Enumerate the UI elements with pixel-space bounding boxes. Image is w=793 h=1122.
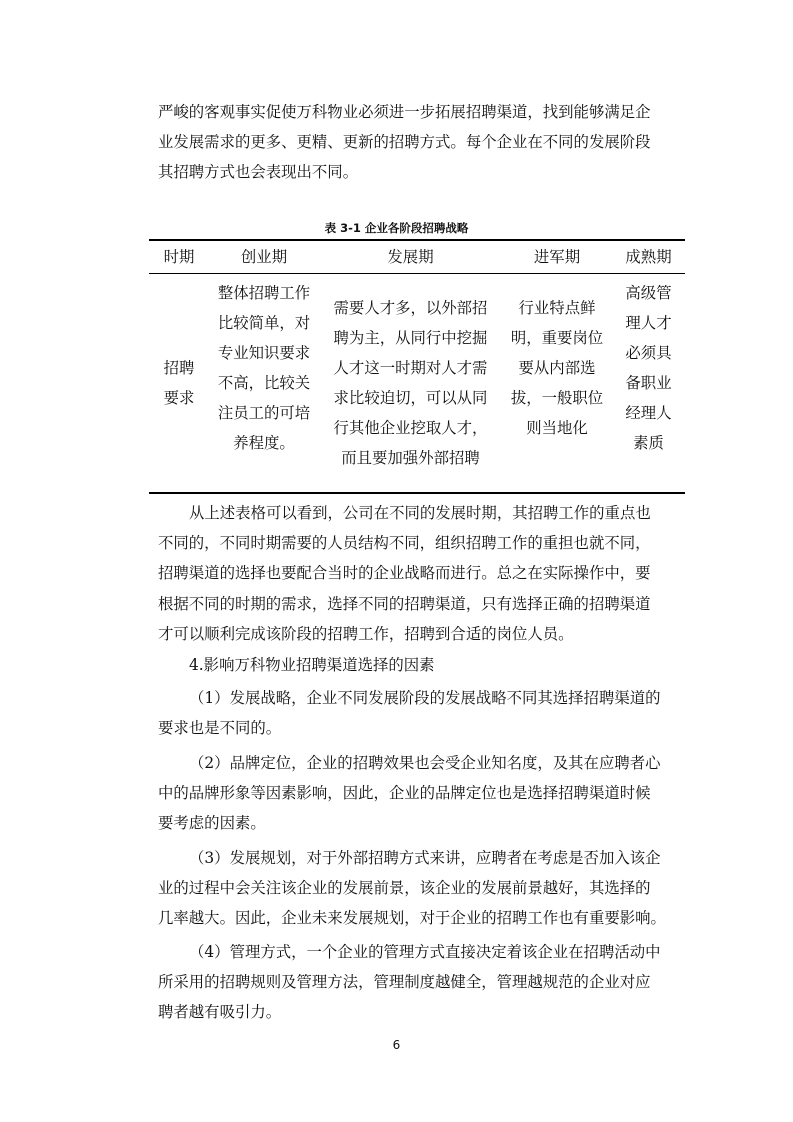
cell-line: 理人才 (625, 314, 672, 332)
cell-line: 比较简单，对 (217, 314, 311, 332)
body-line: 中的品牌形象等因素影响，因此，企业的品牌定位也是选择招聘渠道时候 (158, 784, 651, 802)
table-header-mature: 成熟期 (625, 248, 672, 266)
table-header-rule (149, 273, 685, 274)
body-line: 几率越大。因此，企业未来发展规划，对于企业的招聘工作也有重要影响。 (158, 909, 666, 927)
cell-line: 聘为主，从同行中挖掘 (333, 329, 488, 347)
intro-line: 业发展需求的更多、更精、更新的招聘方式。每个企业在不同的发展阶段 (158, 133, 651, 151)
cell-line: 不高，比较关 (217, 374, 311, 392)
body-line: （4）管理方式，一个企业的管理方式直接决定着该企业在招聘活动中 (189, 943, 661, 961)
cell-line: 高级管 (625, 284, 672, 302)
cell-line: 人才这一时期对人才需 (333, 359, 488, 377)
table-cell-startup (209, 278, 319, 458)
table-top-rule (149, 239, 685, 241)
table-header-period: 时期 (163, 248, 195, 266)
body-line: 要考虑的因素。 (158, 814, 266, 832)
body-line: 所采用的招聘规则及管理方法，管理制度越健全，管理越规范的企业对应 (158, 973, 651, 991)
table-header-growth: 发展期 (387, 248, 434, 266)
body-line: （3）发展规划，对于外部招聘方式来讲，应聘者在考虑是否加入该企 (189, 849, 661, 867)
page-number: 6 (392, 1038, 401, 1052)
intro-line: 严峻的客观事实促使万科物业必须进一步拓展招聘渠道，找到能够满足企 (158, 103, 651, 121)
cell-line: 求比较迫切，可以从同 (333, 389, 488, 407)
table-cell-growth (319, 293, 502, 473)
body-line: 根据不同的时期的需求，选择不同的招聘渠道，只有选择正确的招聘渠道 (158, 595, 651, 613)
table-cell-expansion (502, 293, 612, 443)
cell-line: 必须具 (625, 344, 672, 362)
cell-line: 拔，一般职位 (510, 389, 604, 407)
intro-line: 其招聘方式也会表现出不同。 (158, 163, 359, 181)
cell-line: 素质 (633, 434, 664, 452)
body-line: 从上述表格可以看到，公司在不同的发展时期，其招聘工作的重点也 (189, 504, 651, 522)
cell-line: 专业知识要求 (217, 344, 311, 362)
body-line: （1）发展战略，企业不同发展阶段的发展战略不同其选择招聘渠道的 (189, 689, 661, 707)
body-line: 业的过程中会关注该企业的发展前景，该企业的发展前景越好，其选择的 (158, 879, 651, 897)
table-header-expansion: 进军期 (533, 248, 581, 266)
cell-line: 行其他企业挖取人才， (333, 419, 488, 437)
cell-line: 要从内部选 (518, 359, 596, 377)
body-line: 要求也是不同的。 (158, 719, 282, 737)
body-line: 不同的，不同时期需要的人员结构不同，组织招聘工作的重担也就不同， (158, 534, 651, 552)
row-label-line: 要求 (163, 389, 195, 407)
cell-line: 需要人才多，以外部招 (333, 299, 488, 317)
table-cell-mature (612, 278, 685, 458)
body-line: 聘者越有吸引力。 (158, 1003, 282, 1021)
cell-line: 而且要加强外部招聘 (341, 449, 480, 467)
cell-line: 则当地化 (526, 419, 588, 437)
section-heading: 4.影响万科物业招聘渠道选择的因素 (189, 656, 435, 674)
cell-line: 行业特点鲜 (518, 299, 596, 317)
body-line: 才可以顺利完成该阶段的招聘工作，招聘到合适的岗位人员。 (158, 625, 574, 643)
body-line: 招聘渠道的选择也要配合当时的企业战略而进行。总之在实际操作中，要 (158, 564, 651, 582)
cell-line: 养程度。 (233, 434, 295, 452)
table-caption: 表 3-1 企业各阶段招聘战略 (324, 221, 469, 235)
row-label-line: 招聘 (163, 359, 195, 377)
body-line: （2）品牌定位，企业的招聘效果也会受企业知名度，及其在应聘者心 (189, 754, 661, 772)
cell-line: 注员工的可培 (217, 404, 311, 422)
table-header-startup: 创业期 (240, 248, 288, 266)
table-row-label (149, 353, 209, 413)
cell-line: 明，重要岗位 (510, 329, 604, 347)
cell-line: 经理人 (625, 404, 672, 422)
table-bottom-rule (149, 492, 685, 494)
cell-line: 备职业 (625, 374, 672, 392)
cell-line: 整体招聘工作 (217, 284, 311, 302)
